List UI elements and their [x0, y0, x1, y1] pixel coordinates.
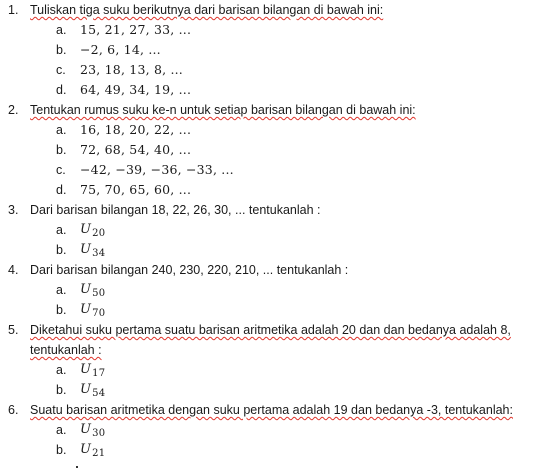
term-subscript: 70 — [92, 308, 106, 319]
sequence-value: 64, 49, 34, 19, ... — [80, 82, 192, 97]
item-label: d. — [56, 183, 67, 197]
sequence-value: 75, 70, 65, 60, ... — [80, 182, 192, 197]
item-label: c. — [56, 163, 66, 177]
list-item — [0, 420, 546, 440]
list-item — [0, 380, 546, 400]
question-text[interactable]: Tentukan rumus suku ke-n untuk setiap barisan bilangan di bawah ini: — [30, 103, 416, 117]
item-label: a. — [56, 23, 67, 37]
term-variable: U — [80, 362, 92, 377]
term-expression — [80, 420, 105, 441]
list-item — [0, 80, 546, 100]
list-item — [0, 300, 546, 320]
list-item — [0, 40, 546, 60]
term-expression — [80, 440, 105, 461]
term-expression — [80, 380, 105, 401]
question-line-continued — [0, 340, 546, 360]
item-label: b. — [56, 43, 67, 57]
question-2 — [0, 100, 546, 200]
question-number: 3. — [8, 203, 19, 217]
list-item — [0, 280, 546, 300]
sequence-value: −42, −39, −36, −33, ... — [80, 162, 234, 177]
question-number: 2. — [8, 103, 19, 117]
item-label: a. — [56, 223, 67, 237]
item-label: b. — [56, 303, 67, 317]
sequence-value: 16, 18, 20, 22, ... — [80, 122, 192, 137]
question-6 — [0, 400, 546, 460]
term-subscript: 50 — [92, 288, 106, 299]
term-variable: U — [80, 302, 92, 317]
term-expression — [80, 300, 105, 321]
list-item — [0, 140, 546, 160]
question-text[interactable]: Suatu barisan aritmetika dengan suku pertama adalah 19 dan bedanya -3, tentukanlah: — [30, 403, 513, 417]
item-label: b. — [56, 383, 67, 397]
list-item — [0, 120, 546, 140]
item-label: b. — [56, 243, 67, 257]
list-item — [0, 220, 546, 240]
term-subscript: 17 — [92, 368, 106, 379]
sequence-value: 23, 18, 13, 8, ... — [80, 62, 183, 77]
question-line — [0, 260, 546, 280]
item-label: d. — [56, 83, 67, 97]
question-line — [0, 400, 546, 420]
item-label: b. — [56, 143, 67, 157]
list-item — [0, 360, 546, 380]
list-item — [0, 180, 546, 200]
item-label: c. — [56, 63, 66, 77]
question-text-continued[interactable]: tentukanlah : — [30, 343, 102, 357]
question-line — [0, 100, 546, 120]
term-subscript: 54 — [92, 388, 106, 399]
item-label: a. — [56, 363, 67, 377]
term-expression — [80, 280, 105, 301]
term-subscript: 20 — [92, 228, 106, 239]
question-3 — [0, 200, 546, 260]
item-label: a. — [56, 423, 67, 437]
term-expression — [80, 220, 105, 241]
question-text[interactable]: Tuliskan tiga suku berikutnya dari barisan bilangan di bawah ini: — [30, 3, 384, 17]
list-item — [0, 440, 546, 460]
term-subscript: 30 — [92, 428, 106, 439]
question-line — [0, 0, 546, 20]
term-variable: U — [80, 242, 92, 257]
term-expression — [80, 360, 105, 381]
term-variable: U — [80, 282, 92, 297]
sequence-value: −2, 6, 14, ... — [80, 42, 161, 57]
question-line — [0, 200, 546, 220]
term-subscript: 34 — [92, 248, 106, 259]
sequence-value: 15, 21, 27, 33, ... — [80, 22, 192, 37]
item-label: a. — [56, 123, 67, 137]
list-item — [0, 60, 546, 80]
list-item — [0, 20, 546, 40]
question-line — [0, 320, 546, 340]
term-variable: U — [80, 422, 92, 437]
question-5 — [0, 320, 546, 400]
term-variable: U — [80, 442, 92, 457]
term-expression — [80, 240, 105, 261]
term-variable: U — [80, 222, 92, 237]
question-number: 6. — [8, 403, 19, 417]
stray-dot — [76, 466, 78, 468]
sequence-value: 72, 68, 54, 40, ... — [80, 142, 192, 157]
term-subscript: 21 — [92, 448, 106, 459]
question-4 — [0, 260, 546, 320]
question-number: 4. — [8, 263, 19, 277]
question-1 — [0, 0, 546, 100]
question-text[interactable]: Diketahui suku pertama suatu barisan aritmetika adalah 20 dan dan bedanya adalah 8, — [30, 323, 511, 337]
list-item — [0, 240, 546, 260]
term-variable: U — [80, 382, 92, 397]
question-text[interactable]: Dari barisan bilangan 18, 22, 26, 30, ... tentukanlah : — [30, 203, 321, 217]
question-number: 5. — [8, 323, 19, 337]
question-text[interactable]: Dari barisan bilangan 240, 230, 220, 210, ... tentukanlah : — [30, 263, 349, 277]
question-number: 1. — [8, 3, 19, 17]
item-label: a. — [56, 283, 67, 297]
item-label: b. — [56, 443, 67, 457]
list-item — [0, 160, 546, 180]
